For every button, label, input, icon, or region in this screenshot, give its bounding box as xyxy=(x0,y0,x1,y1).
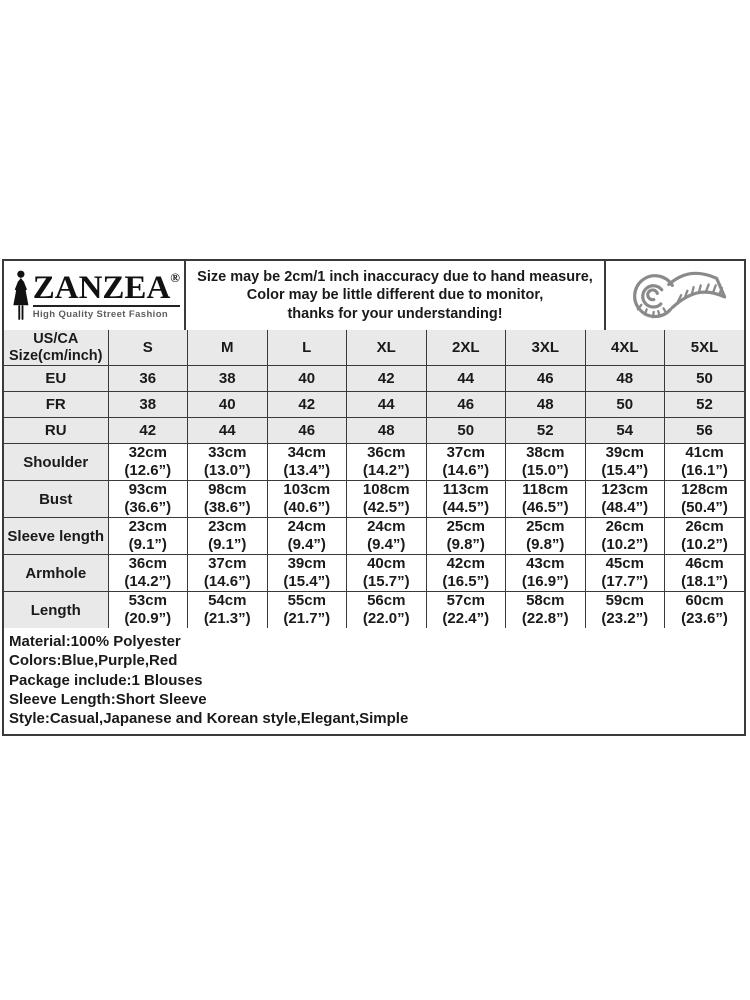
cell-inch: (21.3”) xyxy=(203,610,251,627)
cell-cm: 37cm xyxy=(446,444,485,461)
cell-cm: 103cm xyxy=(283,481,331,498)
cell-inch: (36.6”) xyxy=(124,499,172,516)
measure-cell xyxy=(267,481,347,518)
cell-cm: 36cm xyxy=(128,555,167,572)
size-cell: 52 xyxy=(665,392,745,418)
cell-inch: (10.2”) xyxy=(681,536,728,553)
cell-cm: 59cm xyxy=(605,592,644,609)
measure-cell xyxy=(347,444,427,481)
cell-inch: (15.4”) xyxy=(283,573,331,590)
size-cell: 42 xyxy=(108,418,188,444)
tape-measure-cell xyxy=(604,261,744,330)
cell-cm: 55cm xyxy=(287,592,326,609)
size-cell: 40 xyxy=(267,366,347,392)
cell-inch: (14.6”) xyxy=(203,573,251,590)
row-header: EU xyxy=(4,366,108,392)
size-cell: 48 xyxy=(506,392,586,418)
cell-cm: 54cm xyxy=(208,592,247,609)
measure-cell xyxy=(585,592,665,629)
cell-cm: 38cm xyxy=(526,444,565,461)
size-table xyxy=(4,330,744,628)
corner-line: Size(cm/inch) xyxy=(9,347,103,364)
size-column-header: 4XL xyxy=(585,330,665,366)
measure-cell xyxy=(665,518,745,555)
size-cell: 56 xyxy=(665,418,745,444)
size-cell: 46 xyxy=(426,392,506,418)
measure-cell xyxy=(585,444,665,481)
cell-cm: 34cm xyxy=(287,444,326,461)
cell-cm: 37cm xyxy=(208,555,247,572)
measure-cell xyxy=(585,481,665,518)
cell-inch: (14.2”) xyxy=(362,462,410,479)
cell-inch: (44.5”) xyxy=(442,499,490,516)
cell-inch: (22.0”) xyxy=(362,610,410,627)
cell-cm: 32cm xyxy=(128,444,167,461)
cell-inch: (21.7”) xyxy=(283,610,331,627)
measure-cell xyxy=(108,444,188,481)
cell-inch: (20.9”) xyxy=(124,610,172,627)
brand-tagline: High Quality Street Fashion xyxy=(32,309,169,320)
table-row xyxy=(4,392,744,418)
size-cell: 46 xyxy=(506,366,586,392)
table-corner-header xyxy=(4,330,108,366)
row-header: Sleeve length xyxy=(4,518,108,555)
size-cell: 50 xyxy=(585,392,665,418)
size-cell: 42 xyxy=(267,392,347,418)
measure-cell xyxy=(665,481,745,518)
cell-cm: 46cm xyxy=(685,555,724,572)
cell-cm: 24cm xyxy=(287,518,326,535)
cell-inch: (9.1”) xyxy=(208,536,247,553)
measure-cell xyxy=(506,592,586,629)
cell-inch: (9.4”) xyxy=(287,536,326,553)
cell-inch: (42.5”) xyxy=(362,499,410,516)
cell-cm: 39cm xyxy=(605,444,644,461)
size-cell: 44 xyxy=(426,366,506,392)
cell-inch: (14.2”) xyxy=(124,573,172,590)
size-cell: 54 xyxy=(585,418,665,444)
cell-cm: 42cm xyxy=(446,555,485,572)
cell-cm: 43cm xyxy=(526,555,565,572)
cell-inch: (22.8”) xyxy=(521,610,569,627)
measure-cell xyxy=(188,518,268,555)
product-info-line: Sleeve Length:Short Sleeve xyxy=(9,690,207,708)
product-info-line: Style:Casual,Japanese and Korean style,Elegant,Simple xyxy=(9,710,409,728)
size-column-header: M xyxy=(188,330,268,366)
brand-logo-text xyxy=(33,271,180,320)
cell-cm: 41cm xyxy=(685,444,724,461)
cell-cm: 45cm xyxy=(605,555,644,572)
cell-inch: (9.1”) xyxy=(128,536,167,553)
measure-cell xyxy=(506,518,586,555)
size-cell: 38 xyxy=(108,392,188,418)
measure-cell xyxy=(426,444,506,481)
measure-cell xyxy=(108,592,188,629)
measure-cell xyxy=(665,592,745,629)
size-cell: 40 xyxy=(188,392,268,418)
size-cell: 50 xyxy=(426,418,506,444)
size-cell: 44 xyxy=(188,418,268,444)
cell-cm: 108cm xyxy=(362,481,410,498)
table-row xyxy=(4,418,744,444)
cell-inch: (23.6”) xyxy=(681,610,728,627)
cell-cm: 60cm xyxy=(685,592,724,609)
cell-inch: (48.4”) xyxy=(601,499,649,516)
cell-inch: (9.4”) xyxy=(367,536,406,553)
cell-inch: (22.4”) xyxy=(442,610,490,627)
cell-inch: (12.6”) xyxy=(124,462,172,479)
cell-cm: 33cm xyxy=(208,444,247,461)
row-header: Armhole xyxy=(4,555,108,592)
table-row xyxy=(4,518,744,555)
measure-cell xyxy=(347,518,427,555)
cell-inch: (16.1”) xyxy=(681,462,728,479)
size-cell: 50 xyxy=(665,366,745,392)
measure-cell xyxy=(585,518,665,555)
cell-inch: (46.5”) xyxy=(521,499,569,516)
table-row xyxy=(4,444,744,481)
cell-cm: 40cm xyxy=(367,555,406,572)
measure-cell xyxy=(188,555,268,592)
cell-cm: 36cm xyxy=(367,444,406,461)
measure-cell xyxy=(426,592,506,629)
cell-cm: 98cm xyxy=(208,481,247,498)
size-column-header: 5XL xyxy=(665,330,745,366)
cell-cm: 24cm xyxy=(367,518,406,535)
table-row xyxy=(4,366,744,392)
cell-cm: 25cm xyxy=(526,518,565,535)
cell-inch: (16.9”) xyxy=(521,573,569,590)
size-cell: 38 xyxy=(188,366,268,392)
size-column-header: 2XL xyxy=(426,330,506,366)
product-info-line: Colors:Blue,Purple,Red xyxy=(9,652,178,670)
table-header-row xyxy=(4,330,744,366)
cell-cm: 93cm xyxy=(128,481,167,498)
measure-cell xyxy=(108,518,188,555)
table-row xyxy=(4,592,744,629)
cell-inch: (23.2”) xyxy=(601,610,649,627)
size-column-header: S xyxy=(108,330,188,366)
size-column-header: L xyxy=(267,330,347,366)
disclaimer-line: thanks for your understanding! xyxy=(287,305,503,322)
size-cell: 52 xyxy=(506,418,586,444)
cell-cm: 39cm xyxy=(287,555,326,572)
brand-name-label: ZANZEA xyxy=(32,270,171,306)
product-info-line: Material:100% Polyester xyxy=(9,633,181,650)
cell-inch: (15.4”) xyxy=(601,462,649,479)
top-band xyxy=(4,261,744,330)
row-header: FR xyxy=(4,392,108,418)
cell-inch: (16.5”) xyxy=(442,573,490,590)
tape-measure-icon xyxy=(614,265,736,327)
brand-logo xyxy=(4,261,186,330)
measure-cell xyxy=(267,444,347,481)
cell-inch: (38.6”) xyxy=(203,499,251,516)
measure-cell xyxy=(585,555,665,592)
measure-cell xyxy=(506,555,586,592)
cell-inch: (15.0”) xyxy=(521,462,569,479)
measure-cell xyxy=(347,592,427,629)
size-cell: 36 xyxy=(108,366,188,392)
measure-cell xyxy=(665,444,745,481)
measure-cell xyxy=(267,592,347,629)
cell-cm: 118cm xyxy=(522,481,569,498)
size-cell: 44 xyxy=(347,392,427,418)
cell-cm: 56cm xyxy=(367,592,406,609)
cell-cm: 57cm xyxy=(446,592,485,609)
cell-inch: (13.0”) xyxy=(203,462,251,479)
cell-inch: (13.4”) xyxy=(283,462,331,479)
cell-inch: (15.7”) xyxy=(362,573,410,590)
table-row xyxy=(4,481,744,518)
size-cell: 42 xyxy=(347,366,427,392)
cell-cm: 26cm xyxy=(605,518,644,535)
measure-cell xyxy=(506,444,586,481)
measure-cell xyxy=(426,481,506,518)
size-chart-sheet xyxy=(2,259,746,736)
measure-cell xyxy=(506,481,586,518)
cell-cm: 123cm xyxy=(601,481,649,498)
disclaimer-line: Color may be little different due to monitor, xyxy=(246,287,544,304)
measure-cell xyxy=(347,481,427,518)
row-header: RU xyxy=(4,418,108,444)
measure-cell xyxy=(426,518,506,555)
table-row xyxy=(4,555,744,592)
row-header: Length xyxy=(4,592,108,629)
measure-cell xyxy=(347,555,427,592)
measure-cell xyxy=(665,555,745,592)
row-header: Shoulder xyxy=(4,444,108,481)
product-info-line: Package include:1 Blouses xyxy=(9,671,203,689)
cell-inch: (40.6”) xyxy=(283,499,331,516)
size-cell: 46 xyxy=(267,418,347,444)
cell-inch: (10.2”) xyxy=(601,536,649,553)
cell-cm: 23cm xyxy=(128,518,167,535)
brand-name xyxy=(33,271,180,307)
registered-mark: ® xyxy=(170,270,180,285)
measure-cell xyxy=(108,555,188,592)
cell-cm: 128cm xyxy=(681,481,728,498)
cell-inch: (9.8”) xyxy=(446,536,485,553)
size-cell: 48 xyxy=(347,418,427,444)
measure-cell xyxy=(188,592,268,629)
cell-inch: (18.1”) xyxy=(681,573,728,590)
cell-cm: 53cm xyxy=(128,592,167,609)
corner-line: US/CA xyxy=(33,330,79,347)
measure-cell xyxy=(188,444,268,481)
cell-cm: 25cm xyxy=(446,518,485,535)
cell-inch: (17.7”) xyxy=(601,573,649,590)
cell-cm: 58cm xyxy=(526,592,565,609)
measure-cell xyxy=(188,481,268,518)
measure-cell xyxy=(108,481,188,518)
disclaimer-line: Size may be 2cm/1 inch inaccuracy due to hand measure, xyxy=(197,268,593,285)
size-column-header: 3XL xyxy=(506,330,586,366)
cell-inch: (9.8”) xyxy=(526,536,565,553)
product-info xyxy=(4,628,744,734)
size-column-header: XL xyxy=(347,330,427,366)
cell-cm: 23cm xyxy=(208,518,247,535)
measure-cell xyxy=(267,518,347,555)
disclaimer xyxy=(186,261,604,330)
measure-cell xyxy=(267,555,347,592)
size-cell: 48 xyxy=(585,366,665,392)
woman-figure-icon xyxy=(11,265,31,327)
row-header: Bust xyxy=(4,481,108,518)
measure-cell xyxy=(426,555,506,592)
cell-cm: 113cm xyxy=(442,481,489,498)
cell-inch: (14.6”) xyxy=(442,462,490,479)
cell-inch: (50.4”) xyxy=(681,499,728,516)
cell-cm: 26cm xyxy=(685,518,724,535)
